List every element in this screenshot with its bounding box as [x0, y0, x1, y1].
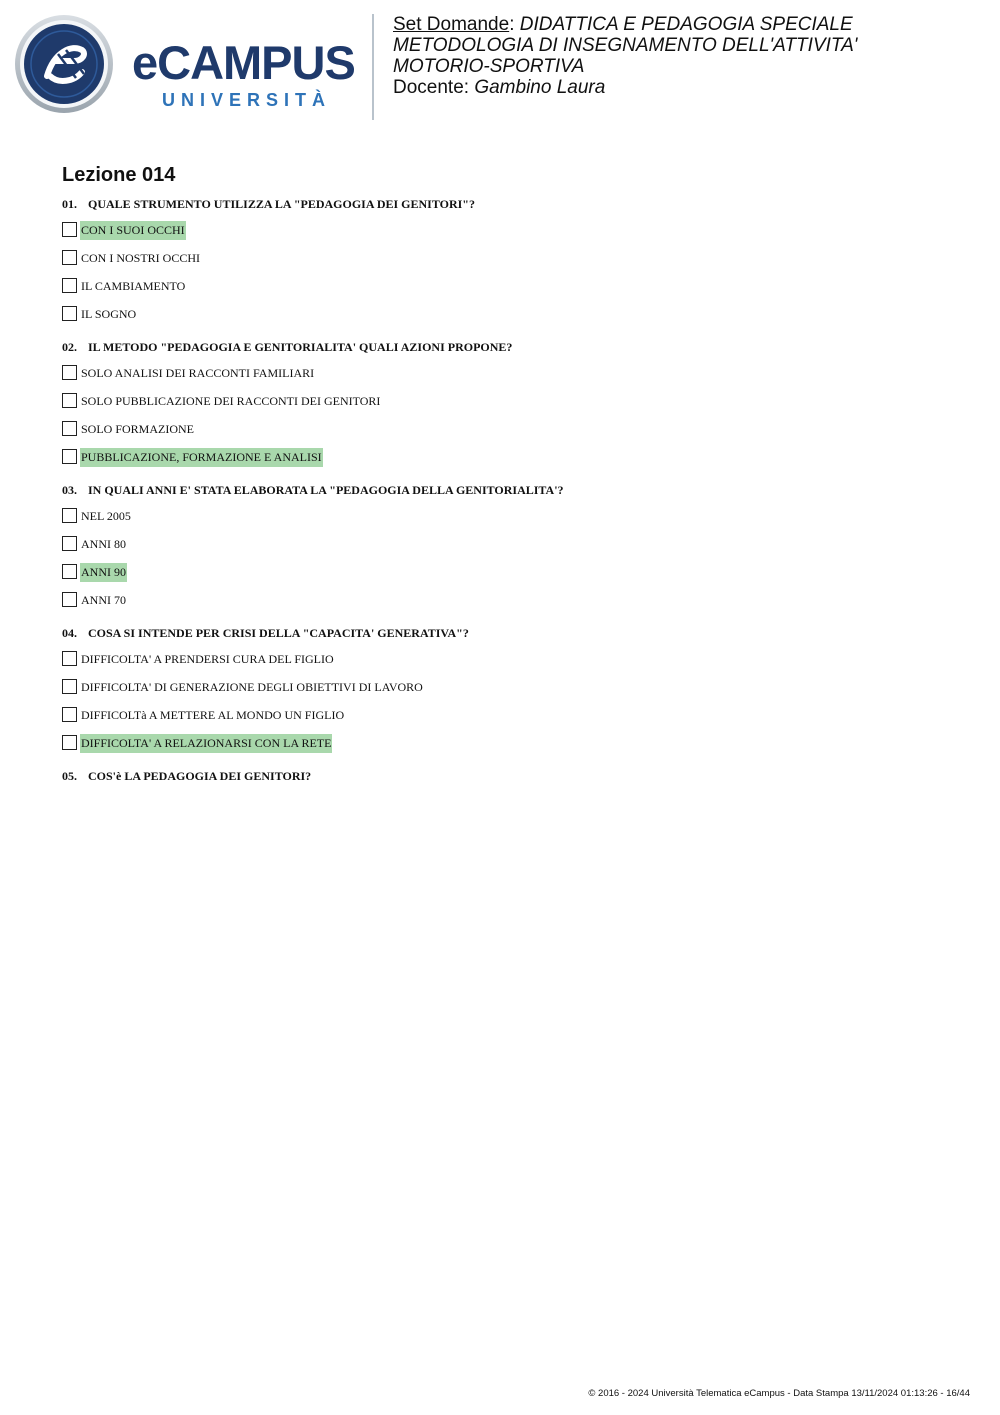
answer-option[interactable]	[62, 305, 962, 333]
answer-checkbox[interactable]	[62, 679, 77, 694]
answer-text: IL CAMBIAMENTO	[81, 279, 186, 293]
answer-option[interactable]	[62, 448, 962, 476]
question-text	[62, 769, 962, 784]
answer-checkbox[interactable]	[62, 393, 77, 408]
question-label: QUALE STRUMENTO UTILIZZA LA "PEDAGOGIA DEI GENITORI"?	[88, 197, 475, 211]
answer-text: DIFFICOLTA' A PRENDERSI CURA DEL FIGLIO	[81, 652, 334, 666]
answer-text: CON I SUOI OCCHI	[80, 221, 186, 240]
answer-text: NEL 2005	[81, 509, 131, 523]
answer-checkbox[interactable]	[62, 735, 77, 750]
course-title: METODOLOGIA DI INSEGNAMENTO DELL'ATTIVITA' MOTORIO-SPORTIVA	[393, 35, 858, 77]
answer-text: SOLO PUBBLICAZIONE DEI RACCONTI DEI GENITORI	[81, 394, 381, 408]
answer-option[interactable]	[62, 678, 962, 706]
question-block	[62, 626, 962, 762]
answer-text: DIFFICOLTA' DI GENERAZIONE DEGLI OBIETTIVI DI LAVORO	[81, 680, 423, 694]
answer-option[interactable]	[62, 221, 962, 249]
header-divider	[372, 14, 374, 120]
page-footer: © 2016 - 2024 Università Telematica eCampus - Data Stampa 13/11/2024 01:13:26 - 16/44	[588, 1388, 970, 1399]
question-block	[62, 769, 962, 784]
set-sep: :	[509, 14, 520, 35]
answer-text: IL SOGNO	[81, 307, 137, 321]
question-text	[62, 197, 962, 212]
answer-checkbox[interactable]	[62, 508, 77, 523]
answer-checkbox[interactable]	[62, 592, 77, 607]
logo-sub: UNIVERSITÀ	[162, 90, 332, 110]
answer-text: SOLO FORMAZIONE	[81, 422, 195, 436]
ecampus-logo	[14, 14, 359, 118]
course-line	[393, 35, 983, 77]
answer-checkbox[interactable]	[62, 449, 77, 464]
teacher-line	[393, 77, 983, 98]
answer-option[interactable]	[62, 420, 962, 448]
answer-checkbox[interactable]	[62, 564, 77, 579]
answer-text: DIFFICOLTà A METTERE AL MONDO UN FIGLIO	[81, 708, 345, 722]
answer-checkbox[interactable]	[62, 250, 77, 265]
question-number: 03.	[62, 483, 77, 497]
answer-option[interactable]	[62, 364, 962, 392]
header-info	[393, 14, 983, 98]
question-label: COSA SI INTENDE PER CRISI DELLA "CAPACITA' GENERATIVA"?	[88, 626, 469, 640]
answer-checkbox[interactable]	[62, 536, 77, 551]
answer-option[interactable]	[62, 734, 962, 762]
set-title: DIDATTICA E PEDAGOGIA SPECIALE	[519, 14, 853, 35]
answer-option[interactable]	[62, 563, 962, 591]
answer-option[interactable]	[62, 249, 962, 277]
teacher-name: Gambino Laura	[474, 77, 606, 98]
answer-option[interactable]	[62, 392, 962, 420]
question-block	[62, 197, 962, 333]
answer-text: CON I NOSTRI OCCHI	[81, 251, 201, 265]
answer-option[interactable]	[62, 507, 962, 535]
answer-checkbox[interactable]	[62, 421, 77, 436]
question-label: IL METODO "PEDAGOGIA E GENITORIALITA' QUALI AZIONI PROPONE?	[88, 340, 513, 354]
answer-text: SOLO ANALISI DEI RACCONTI FAMILIARI	[81, 366, 315, 380]
answer-option[interactable]	[62, 535, 962, 563]
question-number: 05.	[62, 769, 77, 783]
answer-option[interactable]	[62, 591, 962, 619]
answer-text: ANNI 80	[81, 537, 126, 551]
set-line	[393, 14, 983, 35]
answer-text: DIFFICOLTA' A RELAZIONARSI CON LA RETE	[80, 734, 332, 753]
answer-checkbox[interactable]	[62, 306, 77, 321]
question-block	[62, 340, 962, 476]
question-number: 04.	[62, 626, 77, 640]
logo-brand: eCAMPUS	[132, 36, 355, 89]
answer-checkbox[interactable]	[62, 278, 77, 293]
teacher-label: Docente:	[393, 77, 475, 98]
answer-text: PUBBLICAZIONE, FORMAZIONE E ANALISI	[80, 448, 323, 467]
answer-option[interactable]	[62, 277, 962, 305]
answer-checkbox[interactable]	[62, 651, 77, 666]
question-label: COS'è LA PEDAGOGIA DEI GENITORI?	[88, 769, 312, 783]
answer-option[interactable]	[62, 706, 962, 734]
answer-checkbox[interactable]	[62, 365, 77, 380]
question-number: 02.	[62, 340, 77, 354]
answer-checkbox[interactable]	[62, 707, 77, 722]
answer-text: ANNI 70	[81, 593, 126, 607]
set-label: Set Domande	[393, 14, 510, 35]
answer-checkbox[interactable]	[62, 222, 77, 237]
question-block	[62, 483, 962, 619]
question-number: 01.	[62, 197, 77, 211]
question-text	[62, 483, 962, 498]
question-list	[62, 197, 962, 793]
lesson-title: Lezione 014	[62, 164, 176, 186]
answer-option[interactable]	[62, 650, 962, 678]
question-text	[62, 340, 962, 355]
question-label: IN QUALI ANNI E' STATA ELABORATA LA "PEDAGOGIA DELLA GENITORIALITA'?	[88, 483, 564, 497]
answer-text: ANNI 90	[80, 563, 127, 582]
question-text	[62, 626, 962, 641]
